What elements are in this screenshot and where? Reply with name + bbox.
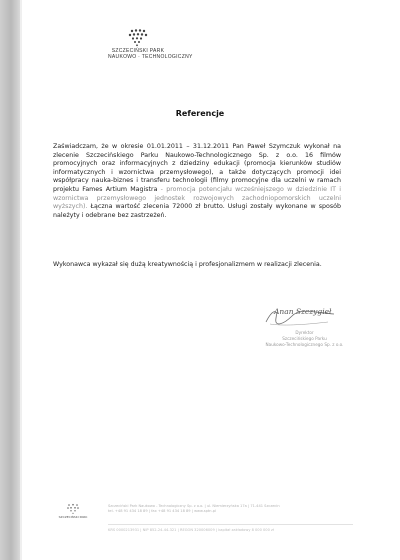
paragraph-1 — [53, 143, 341, 220]
document-body — [53, 143, 341, 220]
signatory-block — [257, 330, 352, 348]
footer-line1: Szczeciński Park Naukowo - Technologiczny Sp. z o.o. | ul. Niemierzyńska 17a | 71-441 Szczecin — [108, 504, 280, 508]
page-edge — [20, 0, 22, 560]
signature — [262, 304, 342, 328]
footer-logo — [58, 503, 88, 519]
footer-line3: KRS 0000213931 | NIP 852-24-44-321 | REGON 320006009 | kapitał zakładowy 8 000 000 zł — [108, 528, 274, 532]
footer-address — [108, 504, 353, 515]
document-title: Referencje — [175, 109, 225, 118]
footer-registry — [108, 528, 353, 533]
footer-line2: tel. +48 91 434 18 89 | fax +48 91 434 18 89 | www.sptn.pl — [108, 509, 216, 514]
header-org-line1: SZCZECIŃSKI PARK — [111, 48, 165, 54]
paragraph-2: Wykonawca wykazał się dużą kreatywnością i profesjonalizmem w realizacji zlecenia. — [53, 261, 322, 268]
footer-park-logo-icon — [64, 503, 82, 515]
signatory-line3: Naukowo-Technologicznego Sp. z o.o. — [265, 342, 344, 347]
signatory-line2: Szczecińskiego Parku — [282, 336, 327, 341]
footer-logo-text: SZCZECIŃSKI PARK — [58, 515, 88, 519]
signature-handwriting: Anan Szczygieł — [274, 307, 332, 316]
paragraph-1-end: Łączna wartość zlecenia 72000 zł brutto. Usługi zostały wykonane w sposób należyty i odebrane bez zastrzeżeń. — [53, 203, 341, 219]
header-logo — [108, 28, 193, 60]
signatory-line1: Dyrektor — [295, 330, 314, 335]
paragraph-1-faded: - promocja potencjału wcześniejszego w dziedzinie IT i wzornictwa przemysłowego jednostek rozwojowych zachodniopomorskich uczelni wyższych). — [53, 185, 341, 211]
paragraph-1-main: Zaświadczam, że w okresie 01.01.2011 – 31.12.2011 Pan Paweł Szymczuk wykonał na zlecenie Szczecińskiego Parku Naukowo-Technologicznego Sp. z o.o. 16 filmów promocyjnych oraz informacyjnych z dziedziny edukacji (promocja kierunków studiów informatycznych i wzornictwa przemysłowego), a także dotyczących promocji idei współpracy nauka-biznes i transferu technologii (filmy promocyjne dla uczelni w ramach projektu Fames Artium Magistra — [53, 143, 341, 193]
park-logo-icon — [123, 28, 153, 48]
scan-edge-band — [0, 0, 20, 560]
footer-divider — [108, 524, 353, 525]
header-org-line2: NAUKOWO · TECHNOLOGICZNY — [108, 54, 193, 60]
